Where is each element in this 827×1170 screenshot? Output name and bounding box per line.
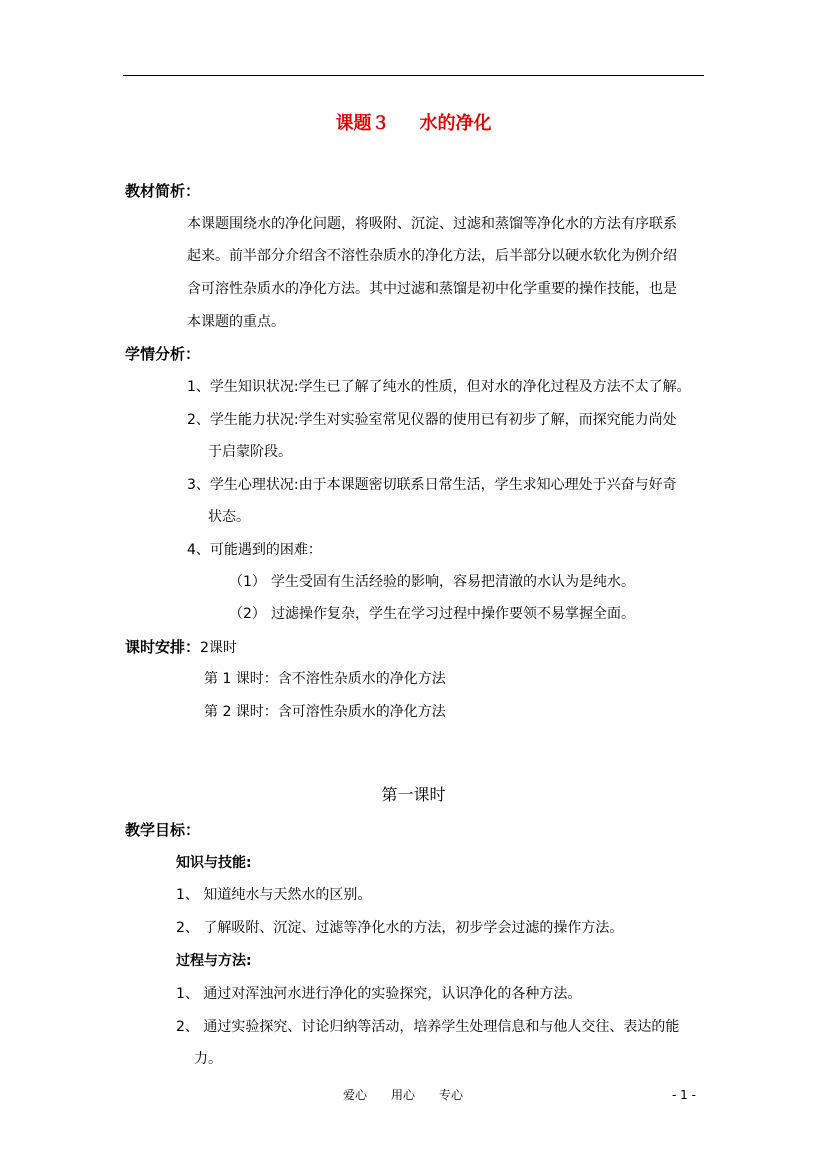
material-line-2: 起来。前半部分介绍含不溶性杂质水的净化方法，后半部分以硬水软化为例介绍 xyxy=(187,248,677,264)
student-item-2-cont: 于启蒙阶段。 xyxy=(208,444,292,460)
student-item-3: 3、学生心理状况:由于本课题密切联系日常生活，学生求知心理处于兴奋与好奇 xyxy=(187,477,677,493)
student-item-1: 1、学生知识状况:学生已了解了纯水的性质，但对水的净化过程及方法不太了解。 xyxy=(187,379,691,395)
difficulty-2-num: （2） xyxy=(229,606,266,622)
header-rule xyxy=(123,75,704,76)
schedule-lesson-1: 第 1 课时：含不溶性杂质水的净化方法 xyxy=(204,671,446,687)
difficulty-1-text: 学生受固有生活经验的影响，容易把清澈的水认为是纯水。 xyxy=(271,574,635,590)
student-item-3-cont: 状态。 xyxy=(208,509,250,525)
student-item-2: 2、学生能力状况:学生对实验室常见仪器的使用已有初步了解，而探究能力尚处 xyxy=(187,412,677,428)
difficulty-1-num: （1） xyxy=(229,574,266,590)
material-line-3: 含可溶性杂质水的净化方法。其中过滤和蒸馏是初中化学重要的操作技能，也是 xyxy=(187,281,677,297)
knowledge-heading: 知识与技能: xyxy=(176,855,252,871)
schedule-heading: 课时安排： xyxy=(125,638,201,656)
title-name: 水的净化 xyxy=(419,113,492,134)
schedule-value: 2课时 xyxy=(200,640,237,656)
student-item-4: 4、可能遇到的困难： xyxy=(187,542,322,558)
material-analysis-heading: 教材简析： xyxy=(125,182,201,200)
material-line-1: 本课题围绕水的净化问题，将吸附、沉淀、过滤和蒸馏等净化水的方法有序联系 xyxy=(187,216,677,232)
knowledge-item-1: 1、 知道纯水与天然水的区别。 xyxy=(176,887,372,903)
title-number: 课题３ xyxy=(335,113,390,134)
lesson-title: 第一课时 xyxy=(381,785,446,804)
difficulty-2-text: 过滤操作复杂，学生在学习过程中操作要领不易掌握全面。 xyxy=(271,606,635,622)
objectives-heading: 教学目标： xyxy=(125,821,201,839)
knowledge-item-2: 2、 了解吸附、沉淀、过滤等净化水的方法，初步学会过滤的操作方法。 xyxy=(176,920,624,936)
footer-slogan: 爱心 用心 专心 xyxy=(343,1088,464,1102)
process-item-1: 1、 通过对浑浊河水进行净化的实验探究，认识净化的各种方法。 xyxy=(176,986,582,1002)
process-item-2-cont: 力。 xyxy=(194,1051,222,1067)
process-item-2: 2、 通过实验探究、讨论归纳等活动，培养学生处理信息和与他人交往、表达的能 xyxy=(176,1019,680,1035)
process-heading: 过程与方法: xyxy=(176,953,252,969)
student-analysis-heading: 学情分析： xyxy=(125,345,201,363)
schedule-lesson-2: 第 2 课时：含可溶性杂质水的净化方法 xyxy=(204,704,446,720)
schedule-row xyxy=(125,637,237,658)
material-line-4: 本课题的重点。 xyxy=(187,314,285,330)
page-number: - 1 - xyxy=(672,1088,696,1102)
document-title xyxy=(0,112,827,136)
